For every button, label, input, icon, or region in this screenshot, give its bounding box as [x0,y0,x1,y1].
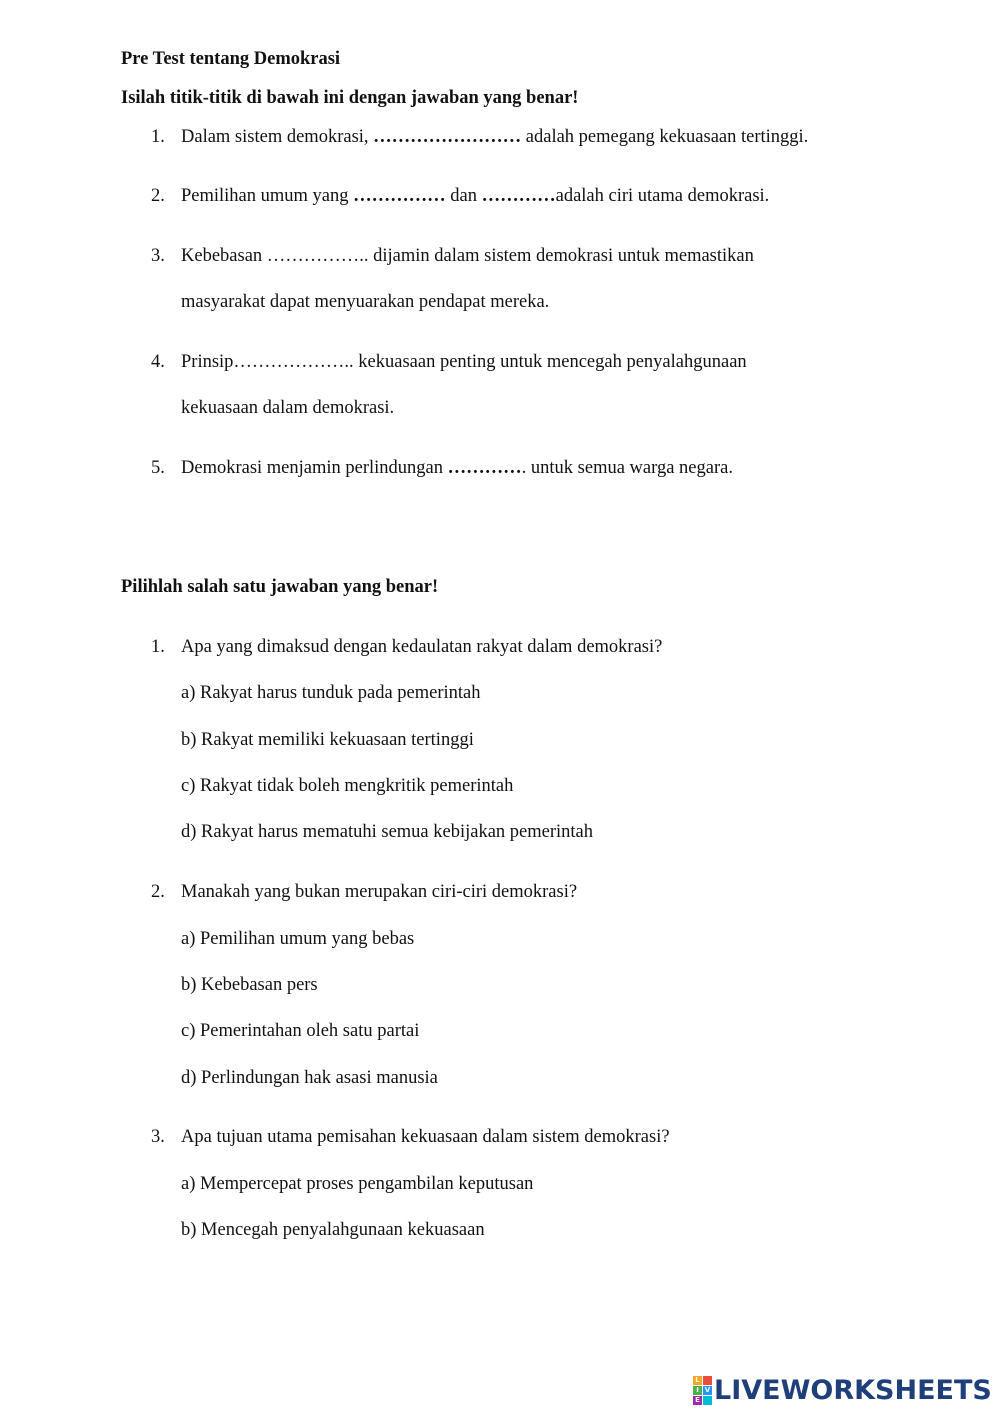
page-title: Pre Test tentang Demokrasi [121,49,341,69]
fill-item-number: 5. [151,458,165,478]
fill-item-number: 1. [151,127,165,147]
logo-block [703,1376,712,1385]
fill-item [181,458,733,479]
option-a: a) Rakyat harus tunduk pada pemerintah [181,683,481,703]
question-number: 1. [151,637,165,657]
option-a: a) Pemilihan umum yang bebas [181,929,415,949]
option-c: c) Rakyat tidak boleh mengkritik pemerintah [181,776,514,796]
section2-heading: Pilihlah salah satu jawaban yang benar! [121,577,439,597]
logo-text: LIVEWORKSHEETS [714,1374,992,1406]
question-number: 3. [151,1127,165,1147]
fill-item-text: adalah ciri utama demokrasi. [555,186,770,206]
blank-dots: ………… [481,186,556,206]
blank-dots: …………… [353,186,446,206]
logo-block: L [693,1376,702,1385]
option-b: b) Kebebasan pers [181,975,318,995]
fill-item-number: 4. [151,352,165,372]
question-text: Manakah yang bukan merupakan ciri-ciri demokrasi? [181,882,578,902]
option-b: b) Mencegah penyalahgunaan kekuasaan [181,1220,485,1240]
fill-item-text: Demokrasi menjamin perlindungan [181,458,448,478]
logo-block: I [693,1386,702,1395]
liveworksheets-logo [693,1374,992,1406]
fill-item-line: Kebebasan …………….. dijamin dalam sistem demokrasi untuk memastikan [181,246,754,266]
fill-item [181,127,808,148]
fill-item-text: adalah pemegang kekuasaan tertinggi. [521,127,809,147]
fill-item-text: Pemilihan umum yang [181,186,354,206]
fill-item [181,186,769,207]
option-a: a) Mempercepat proses pengambilan keputusan [181,1174,534,1194]
fill-item-text: . untuk semua warga negara. [521,458,733,478]
blank-dots: …………………… [373,127,522,147]
fill-item-line: Prinsip……………….. kekuasaan penting untuk mencegah penyalahgunaan [181,352,747,372]
fill-item-line: kekuasaan dalam demokrasi. [181,398,395,418]
option-d: d) Perlindungan hak asasi manusia [181,1068,438,1088]
section1-heading: Isilah titik-titik di bawah ini dengan jawaban yang benar! [121,88,579,108]
logo-block: V [704,1385,711,1394]
logo-block [703,1396,712,1405]
logo-block: E [693,1396,702,1405]
question-text: Apa yang dimaksud dengan kedaulatan rakyat dalam demokrasi? [181,637,663,657]
fill-item-line: masyarakat dapat menyuarakan pendapat mereka. [181,292,550,312]
option-c: c) Pemerintahan oleh satu partai [181,1021,420,1041]
question-number: 2. [151,882,165,902]
blank-dots: ………… [447,458,522,478]
option-b: b) Rakyat memiliki kekuasaan tertinggi [181,730,474,750]
question-text: Apa tujuan utama pemisahan kekuasaan dalam sistem demokrasi? [181,1127,670,1147]
fill-item-text: dan [445,186,482,206]
option-d: d) Rakyat harus mematuhi semua kebijakan pemerintah [181,822,594,842]
fill-item-text: Dalam sistem demokrasi, [181,127,374,147]
logo-mark-icon [693,1376,712,1405]
fill-item-number: 3. [151,246,165,266]
fill-item-number: 2. [151,186,165,206]
